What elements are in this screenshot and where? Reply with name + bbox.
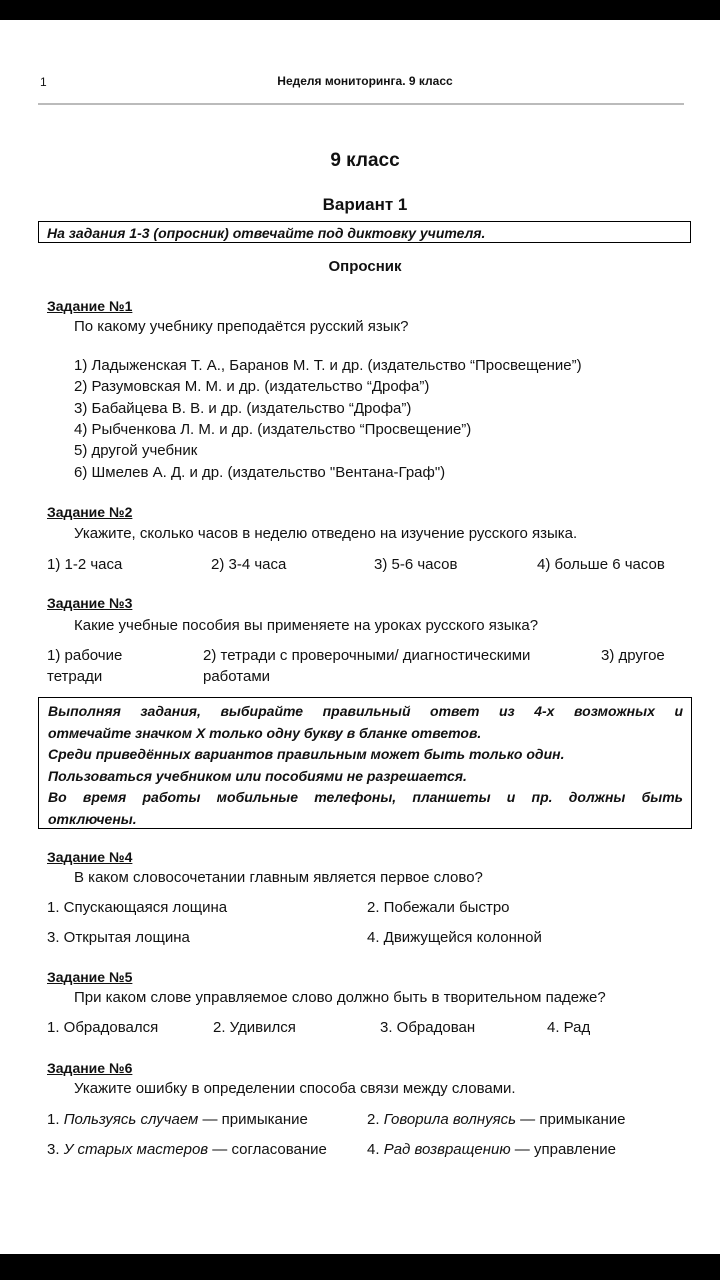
task-1-option: 2) Разумовская М. М. и др. (издательство “Дрофа”)	[74, 378, 430, 395]
variant-title: Вариант 1	[322, 195, 408, 214]
task-1-heading: Задание №1	[47, 298, 133, 314]
instruction-line: отключены.	[48, 810, 137, 827]
task-5-option: 4. Рад	[547, 1019, 591, 1036]
task-5-option: 1. Обрадовался	[47, 1019, 159, 1036]
task-6-option: 1. Пользуясь случаем — примыкание	[47, 1111, 308, 1128]
task-4-option: 4. Движущейся колонной	[367, 929, 542, 946]
instruction-line: Пользоваться учебником или пособиями не разрешается.	[48, 767, 467, 784]
task-1-option: 3) Бабайцева В. В. и др. (издательство “Дрофа”)	[74, 400, 412, 417]
page-title: 9 класс	[330, 150, 400, 171]
instruction-line: отмечайте значком Х только одну букву в бланке ответов.	[48, 724, 482, 741]
task-6-option: 3. У старых мастеров — согласование	[47, 1141, 327, 1158]
status-bar	[0, 0, 720, 20]
task-4-option: 3. Открытая лощина	[47, 929, 190, 946]
instruction-line: Среди приведённых вариантов правильным может быть только один.	[48, 746, 565, 762]
instruction-text-1: На задания 1-3 (опросник) отвечайте под диктовку учителя.	[47, 225, 486, 241]
task-3-option-1: 1) рабочие	[47, 647, 123, 664]
task-2-option: 2) 3-4 часа	[211, 556, 287, 573]
task-6-option: 2. Говорила волнуясь — примыкание	[367, 1111, 626, 1128]
task-6-heading: Задание №6	[47, 1060, 133, 1076]
section-title: Опросник	[328, 258, 402, 275]
header-divider	[38, 103, 684, 105]
instruction-box-1	[38, 221, 691, 243]
task-4-option: 2. Побежали быстро	[367, 899, 510, 916]
task-4-heading: Задание №4	[47, 849, 133, 865]
task-5-option: 3. Обрадован	[380, 1019, 476, 1036]
task-4-text: В каком словосочетании главным является первое слово?	[74, 869, 483, 886]
task-3-option-1-cont: тетради	[47, 668, 103, 685]
task-5-option: 2. Удивился	[213, 1019, 296, 1036]
task-3-option-2-cont: работами	[203, 668, 271, 685]
task-2-option: 3) 5-6 часов	[374, 556, 458, 573]
task-3-option-2: 2) тетради с проверочными/ диагностическими	[203, 647, 531, 664]
task-1-option: 4) Рыбченкова Л. М. и др. (издательство “Просвещение”)	[74, 421, 472, 438]
task-2-heading: Задание №2	[47, 504, 133, 520]
running-title: Неделя мониторинга. 9 класс	[277, 74, 453, 88]
task-1-option: 1) Ладыженская Т. А., Баранов М. Т. и др. (издательство “Просвещение”)	[74, 357, 582, 374]
instruction-line: Выполняя задания, выбирайте правильный ответ из 4-х возможных и	[48, 703, 683, 719]
instruction-line: Во время работы мобильные телефоны, планшеты и пр. должны быть	[48, 789, 683, 805]
task-1-option: 6) Шмелев А. Д. и др. (издательство "Вентана-Граф")	[74, 464, 446, 481]
navigation-bar	[0, 1254, 720, 1280]
task-3-text: Какие учебные пособия вы применяете на уроках русского языка?	[74, 617, 539, 634]
task-3-option-3: 3) другое	[601, 647, 665, 664]
page-number: 1	[40, 75, 47, 89]
task-2-option: 4) больше 6 часов	[537, 556, 665, 573]
task-2-text: Укажите, сколько часов в неделю отведено на изучение русского языка.	[74, 525, 578, 542]
task-4-option: 1. Спускающаяся лощина	[47, 899, 228, 916]
task-6-text: Укажите ошибку в определении способа связи между словами.	[74, 1080, 516, 1097]
task-1-text: По какому учебнику преподаётся русский язык?	[74, 318, 409, 335]
task-3-heading: Задание №3	[47, 595, 133, 611]
instruction-box-2	[38, 697, 692, 829]
task-1-option: 5) другой учебник	[74, 442, 198, 459]
task-5-text: При каком слове управляемое слово должно быть в творительном падеже?	[74, 989, 606, 1006]
task-5-heading: Задание №5	[47, 969, 133, 985]
task-2-option: 1) 1-2 часа	[47, 556, 123, 573]
task-6-option: 4. Рад возвращению — управление	[367, 1141, 617, 1158]
